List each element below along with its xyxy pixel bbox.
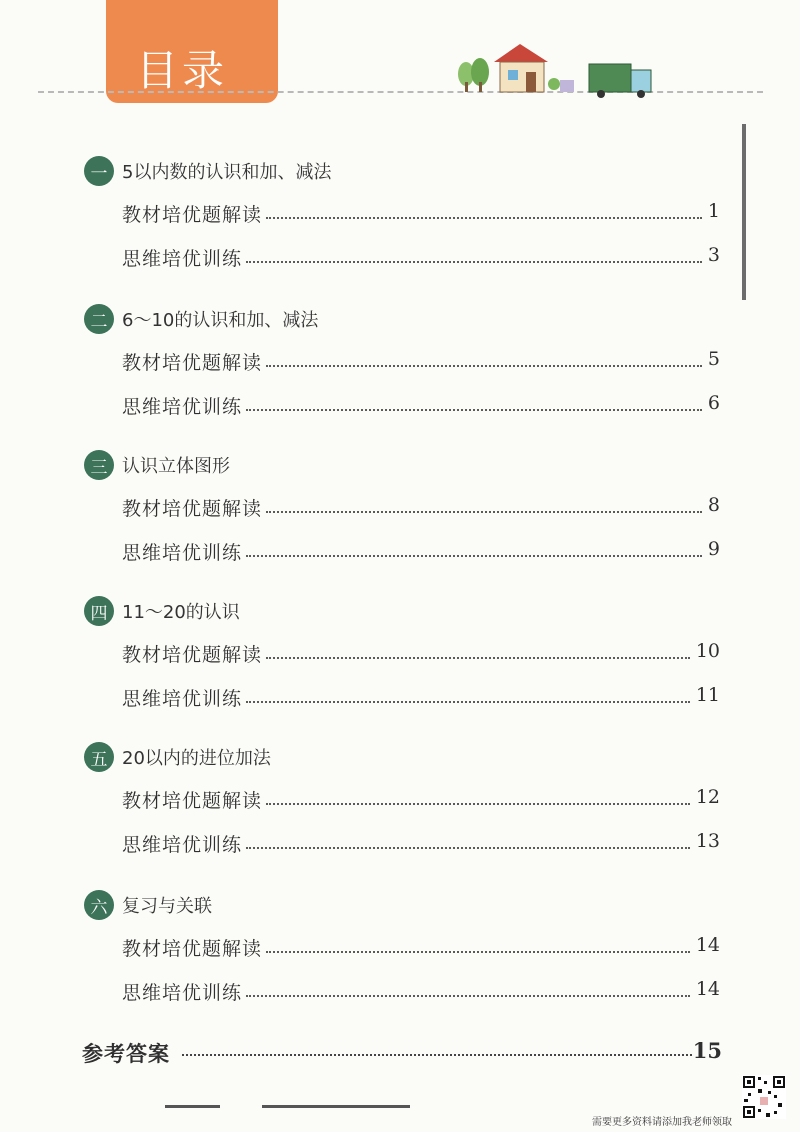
toc-entry-answers[interactable] xyxy=(82,1038,722,1068)
section-number-badge: 二 xyxy=(84,304,114,334)
entry-label: 教材培优题解读 xyxy=(122,790,263,812)
qr-code-icon xyxy=(742,1075,786,1119)
entry-label: 思维培优训练 xyxy=(122,688,243,710)
entry-page-number: 9 xyxy=(707,538,720,560)
section-number-badge: 五 xyxy=(84,742,114,772)
section-heading[interactable] xyxy=(84,450,230,480)
leader-dots xyxy=(246,409,702,411)
entry-label: 思维培优训练 xyxy=(122,542,243,564)
entry-label: 思维培优训练 xyxy=(122,834,243,856)
section-number-badge: 一 xyxy=(84,156,114,186)
entry-page-number: 14 xyxy=(695,934,720,956)
entry-page-number: 6 xyxy=(707,392,720,414)
section-title: 6～10的认识和加、减法 xyxy=(122,310,319,331)
page-header xyxy=(0,0,800,95)
entry-page-number: 10 xyxy=(695,640,720,662)
leader-dots xyxy=(246,555,702,557)
section-number-badge: 三 xyxy=(84,450,114,480)
entry-label: 思维培优训练 xyxy=(122,248,243,270)
leader-dots xyxy=(266,511,702,513)
entry-page-number: 14 xyxy=(695,978,720,1000)
answers-label: 参考答案 xyxy=(82,1042,170,1066)
toc-entry[interactable] xyxy=(122,830,720,858)
section-title: 认识立体图形 xyxy=(122,456,230,477)
entry-label: 教材培优题解读 xyxy=(122,498,263,520)
toc-entry[interactable] xyxy=(122,934,720,962)
entry-label: 思维培优训练 xyxy=(122,982,243,1004)
toc-entry[interactable] xyxy=(122,978,720,1006)
footer-rule-left xyxy=(165,1105,220,1108)
entry-page-number: 1 xyxy=(707,200,720,222)
leader-dots xyxy=(182,1054,692,1056)
toc-title: 目录 xyxy=(136,46,229,95)
entry-page-number: 8 xyxy=(707,494,720,516)
entry-page-number: 11 xyxy=(695,684,720,706)
entry-label: 教材培优题解读 xyxy=(122,938,263,960)
house-and-truck-illustration xyxy=(456,38,661,98)
toc-entry[interactable] xyxy=(122,640,720,668)
toc-entry[interactable] xyxy=(122,244,720,272)
entry-label: 教材培优题解读 xyxy=(122,204,263,226)
section-number-badge: 四 xyxy=(84,596,114,626)
section-heading[interactable] xyxy=(84,890,212,920)
page-edge-rule xyxy=(742,124,746,300)
leader-dots xyxy=(266,657,690,659)
leader-dots xyxy=(246,847,690,849)
entry-label: 教材培优题解读 xyxy=(122,644,263,666)
footer-note: 需要更多资料请添加我老师领取 xyxy=(592,1117,732,1128)
section-heading[interactable] xyxy=(84,742,271,772)
entry-page-number: 13 xyxy=(695,830,720,852)
entry-page-number: 12 xyxy=(695,786,720,808)
section-title: 11～20的认识 xyxy=(122,602,240,623)
entry-page-number: 3 xyxy=(707,244,720,266)
section-title: 20以内的进位加法 xyxy=(122,748,271,769)
answers-page-number: 15 xyxy=(692,1038,722,1063)
toc-entry[interactable] xyxy=(122,494,720,522)
leader-dots xyxy=(246,261,702,263)
toc-entry[interactable] xyxy=(122,392,720,420)
section-heading[interactable] xyxy=(84,156,331,186)
entry-label: 教材培优题解读 xyxy=(122,352,263,374)
section-title: 复习与关联 xyxy=(122,896,212,917)
leader-dots xyxy=(266,365,702,367)
toc-entry[interactable] xyxy=(122,348,720,376)
leader-dots xyxy=(266,803,690,805)
toc-entry[interactable] xyxy=(122,684,720,712)
section-heading[interactable] xyxy=(84,304,318,334)
leader-dots xyxy=(266,217,702,219)
section-number-badge: 六 xyxy=(84,890,114,920)
entry-label: 思维培优训练 xyxy=(122,396,243,418)
leader-dots xyxy=(246,701,690,703)
section-heading[interactable] xyxy=(84,596,240,626)
toc-entry[interactable] xyxy=(122,786,720,814)
toc-entry[interactable] xyxy=(122,538,720,566)
section-title: 5以内数的认识和加、减法 xyxy=(122,162,332,183)
footer-rule-right xyxy=(262,1105,410,1108)
toc-title-tab xyxy=(106,0,278,103)
entry-page-number: 5 xyxy=(707,348,720,370)
toc-entry[interactable] xyxy=(122,200,720,228)
leader-dots xyxy=(246,995,690,997)
leader-dots xyxy=(266,951,690,953)
